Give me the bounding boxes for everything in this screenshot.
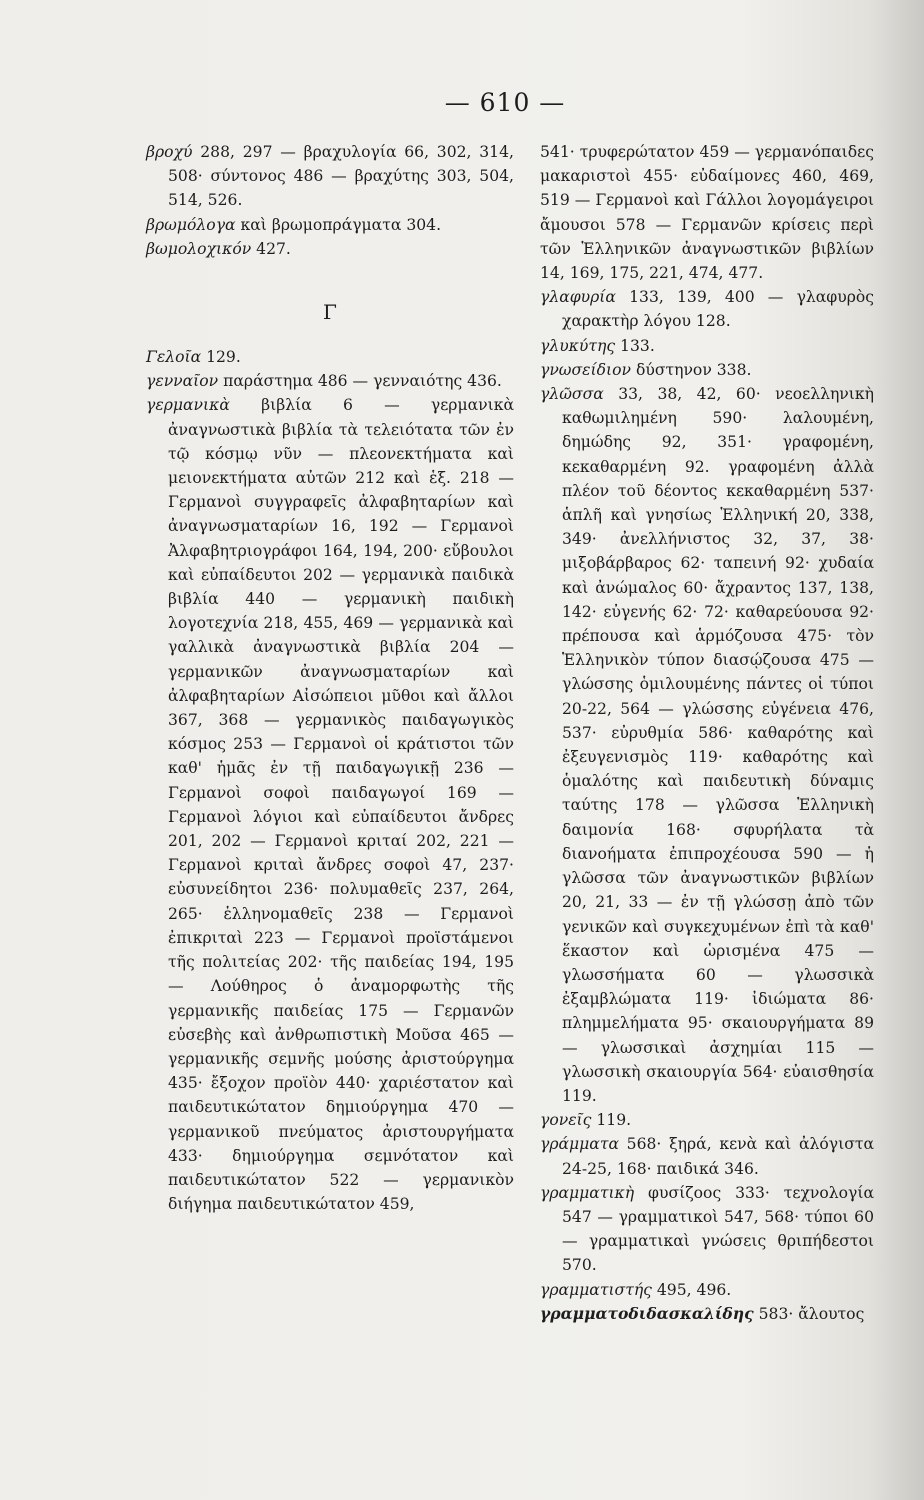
right-column (540, 140, 874, 1326)
index-entry (146, 237, 514, 261)
entry-headword: γενναῖον (146, 372, 219, 391)
index-entry (146, 345, 514, 369)
index-entry (146, 213, 514, 237)
entry-text: δύστηνον 338. (631, 360, 752, 379)
entry-text: 33, 38, 42, 60· νεοελληνικὴ καθωμιλημένη 590· λαλουμένη, δημώδης 92, 351· γραφομένη, κεκαθαρμένη 92. γραφομένη ἀλλὰ πλέον τοῦ δέοντος κεκαθαρμένη 537· ἁπλῆ καὶ γνησίως Ἑλληνική 20, 338, 349· ἀνελλήνιστος 32, 37, 38· μιξοβάρβαρος 62· ταπεινή 92· χυδαία καὶ ἀνώμαλος 60· ἄχραντος 137, 138, 142· εὐγενής 62· 72· καθαρεύουσα 92· πρέπουσα καὶ ἁρμόζουσα 475· τὸν Ἑλληνικὸν τύπον διασῴζουσα 475 — γλώσσης ὁμιλουμένης πάντες οἱ τύποι 20-22, 564 — γλώσσης εὐγένεια 476, 537· εὐρυθμία 586· καθαρότης καὶ ἐξευγενισμὸς 119· καθαρότης καὶ ὁμαλότης καὶ παιδευτικὴ δύναμις ταύτης 178 — γλῶσσα Ἑλληνικὴ δαιμονία 168· σφυρήλατα τὰ διανοήματα ἐπιπροχέουσα 590 — ἡ γλῶσσα τῶν ἀναγνωστικῶν βιβλίων 20, 21, 33 — ἐν τῇ γλώσσῃ ἀπὸ τῶν γενικῶν καὶ συγκεχυμένων ἐπὶ τὰ καθ' ἕκαστον καὶ ὡρισμένα 475 — γλωσσήματα 60 — γλωσσικὰ ἐξαμβλώματα 119· ἰδιώματα 86· πλημμελήματα 95· σκαιουργήματα 89 — γλωσσικαὶ ἀσχημίαι 115 — γλωσσικὴ σκαιουργία 564· εὐαισθησία 119. (562, 385, 874, 1105)
index-entry (540, 285, 874, 333)
index-entry (540, 1181, 874, 1278)
entry-text: 129. (201, 348, 241, 367)
entry-text: 133, 139, 400 — γλαφυρὸς χαρακτὴρ λόγου 128. (562, 288, 874, 331)
index-entry (540, 358, 874, 382)
entry-headword: γερμανικὰ (146, 396, 230, 415)
entry-text: καὶ βρωμοπράγματα 304. (235, 215, 442, 234)
entry-text: παράστημα 486 — γενναιότης 436. (218, 372, 502, 391)
left-column (146, 140, 514, 1216)
index-entry (146, 140, 514, 213)
entry-text: 133. (615, 336, 655, 355)
entry-text: φυσίζοος 333· τεχνολογία 547 — γραμματικοὶ 547, 568· τύποι 60 — γραμματικαὶ γνώσεις θριπήδεστοι 570. (562, 1183, 874, 1275)
entry-headword: Γελοῖα (146, 348, 202, 367)
entry-headword: γραμματοδιδασκαλίδης (540, 1303, 754, 1323)
entry-text: 119. (591, 1111, 632, 1130)
entry-headword: γλῶσσα (540, 385, 604, 404)
index-entry (540, 334, 874, 358)
entry-headword: βωμολοχικόν (146, 239, 252, 258)
entry-text: 427. (251, 239, 291, 258)
index-entry (540, 1302, 874, 1326)
section-letter: Γ (323, 300, 337, 325)
index-entry (146, 369, 514, 393)
index-entry (540, 1278, 874, 1302)
entry-text: 495, 496. (651, 1280, 732, 1299)
entry-text: βιβλία 6 — γερμανικὰ ἀναγνωστικὰ βιβλία τὰ τελειότατα τῶν ἐν τῷ κόσμῳ νῦν — πλεονεκτήματα καὶ μειονεκτήματα αὐτῶν 212 καὶ ἑξ. 218 — Γερμανοὶ συγγραφεῖς ἀλφαβηταρίων καὶ ἀναγνωσματαρίων 16, 192 — Γερμανοὶ Ἀλφαβητριογράφοι 164, 194, 200· εὔβουλοι καὶ εὐπαίδευτοι 202 — γερμανικὰ παιδικὰ βιβλία 440 — γερμανικὴ παιδικὴ λογοτεχνία 218, 455, 469 — γερμανικὰ καὶ γαλλικὰ ἀναγνωστικὰ βιβλία 204 — γερμανικῶν ἀναγνωσματαρίων καὶ ἀλφαβηταρίων Αἰσώπειοι μῦθοι καὶ ἄλλοι 367, 368 — γερμανικὸς παιδαγωγικὸς κόσμος 253 — Γερμανοὶ οἱ κράτιστοι τῶν καθ' ἡμᾶς ἐν τῇ παιδαγωγικῇ 236 — Γερμανοὶ σοφοὶ παιδαγωγοί 169 — Γερμανοὶ λόγιοι καὶ εὐπαίδευτοι ἄνδρες 201, 202 — Γερμανοὶ κριταί 202, 221 — Γερμανοὶ κριταὶ ἄνδρες σοφοὶ 47, 237· εὐσυνείδητοι 236· πολυμαθεῖς 237, 264, 265· ἑλληνομαθεῖς 238 — Γερμανοὶ ἐπικριταὶ 223 — Γερμανοὶ προϊστάμενοι τῆς πολιτείας 202· τῆς παιδείας 194, 195 — Λούθηρος ὁ ἀναμορφωτὴς τῆς γερμανικῆς παιδείας 175 — Γερμανῶν εὐσεβὴς καὶ ἀνθρωπιστικὴ Μοῦσα 465 — γερμανικῆς σεμνῆς μούσης ἀριστούργημα 435· ἔξοχον προϊὸν 440· χαριέστατον καὶ παιδευτικώτατον δημιούργημα 470 — γερμανικοῦ πνεύματος ἀριστουργήματα 433· δημιούργημα σεμνότατον καὶ παιδευτικώτατον 522 — γερμανικὸν διήγημα παιδευτικώτατον 459, (168, 396, 514, 1214)
index-entry (146, 393, 514, 1216)
entry-text: 583· ἄλουτος (753, 1304, 865, 1323)
entry-headword: γραμματικὴ (540, 1183, 635, 1202)
entry-headword: βρωμόλογα (146, 215, 236, 234)
entry-headword: γλυκύτης (540, 336, 616, 355)
entry-headword: γράμματα (540, 1135, 619, 1154)
entry-text: 568· ξηρά, κενὰ καὶ ἀλόγιστα 24-25, 168· παιδικά 346. (562, 1135, 874, 1178)
entry-headword: βροχύ (146, 143, 193, 161)
page-number: — 610 — (444, 88, 566, 117)
index-entry (540, 1108, 874, 1132)
entry-text: 288, 297 — βραχυλογία 66, 302, 314, 508· σύντονος 486 — βραχύτης 303, 504, 514, 526. (168, 143, 514, 210)
entry-headword: γραμματιστής (540, 1280, 652, 1299)
entry-headword: γνωσείδιον (540, 360, 632, 379)
entry-headword: γονεῖς (540, 1111, 592, 1130)
entry-headword: γλαφυρία (540, 288, 616, 307)
continued-entry-text: 541· τρυφερώτατον 459 — γερμανόπαιδες μακαριστοὶ 455· εὐδαίμονες 460, 469, 519 — Γερμανοὶ καὶ Γάλλοι λογομάγειροι ἄμουσοι 578 — Γερμανῶν κρίσεις περὶ τῶν Ἑλληνικῶν ἀναγνωστικῶν βιβλίων 14, 169, 175, 221, 474, 477. (540, 143, 874, 283)
index-entry (540, 1132, 874, 1180)
index-entry (540, 382, 874, 1108)
